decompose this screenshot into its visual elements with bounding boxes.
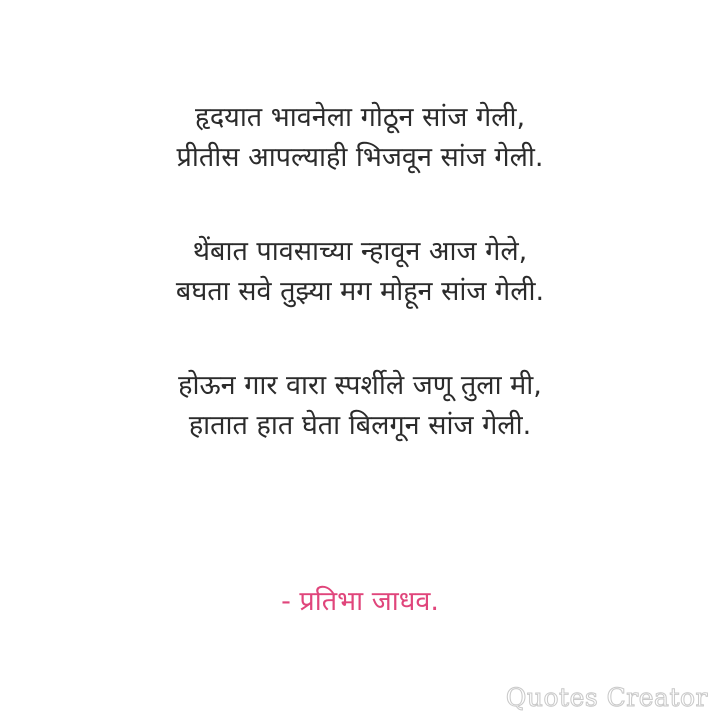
author-signature: - प्रतिभा जाधव. [281,586,439,617]
poem-body [0,98,720,500]
stanza-1 [0,98,720,178]
stanza-2 [0,232,720,312]
stanza-3 [0,366,720,446]
poem-line: हृदयात भावनेला गोठून सांज गेली, [194,102,526,133]
poem-line: होऊन गार वारा स्पर्शीले जणू तुला मी, [178,370,542,401]
poem-line: हातात हात घेता बिलगून सांज गेली. [188,410,532,441]
poem-line: प्रीतीस आपल्याही भिजवून सांज गेली. [176,142,544,173]
poem-line: थेंबात पावसाच्या न्हावून आज गेले, [192,236,528,267]
quotes-creator-watermark: Quotes Creator [505,683,708,712]
poem-line: बघता सवे तुझ्या मग मोहून सांज गेली. [175,276,545,307]
